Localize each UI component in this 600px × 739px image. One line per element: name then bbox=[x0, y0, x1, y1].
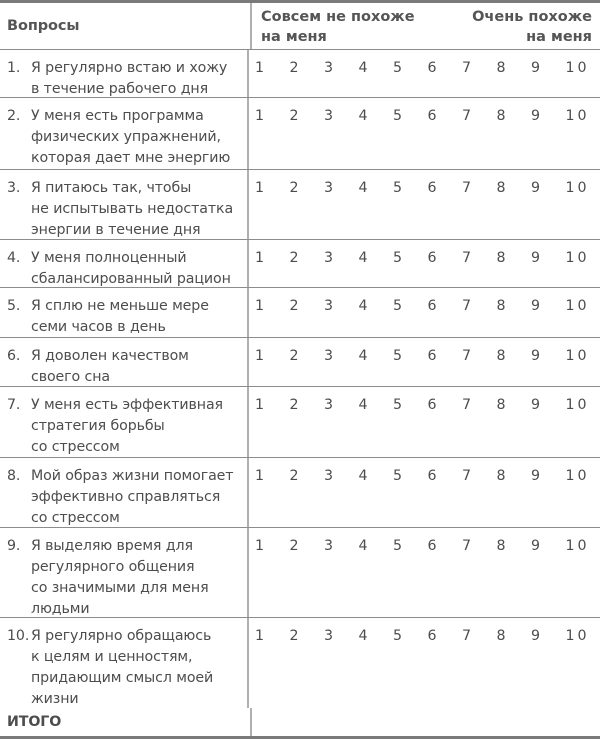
rating-option[interactable]: 3 bbox=[324, 58, 359, 97]
rating-option[interactable]: 10 bbox=[566, 106, 600, 169]
rating-option[interactable]: 3 bbox=[324, 466, 359, 527]
question-number: 8. bbox=[7, 466, 31, 527]
rating-option[interactable]: 1 bbox=[255, 626, 290, 708]
rating-option[interactable]: 2 bbox=[290, 106, 325, 169]
rating-option[interactable]: 8 bbox=[497, 395, 532, 457]
question-row bbox=[0, 387, 600, 458]
rating-option[interactable]: 9 bbox=[531, 296, 566, 337]
question-number: 7. bbox=[7, 395, 31, 457]
rating-option[interactable]: 8 bbox=[497, 178, 532, 239]
rating-option[interactable]: 7 bbox=[462, 536, 497, 617]
rating-option[interactable]: 8 bbox=[497, 106, 532, 169]
rating-option[interactable]: 1 bbox=[255, 536, 290, 617]
rating-scale bbox=[249, 528, 600, 617]
question-cell bbox=[0, 240, 249, 287]
question-rows bbox=[0, 50, 600, 708]
question-row bbox=[0, 338, 600, 387]
rating-option[interactable]: 2 bbox=[290, 466, 325, 527]
rating-option[interactable]: 7 bbox=[462, 626, 497, 708]
scale-header bbox=[252, 3, 600, 49]
rating-option[interactable]: 9 bbox=[531, 248, 566, 287]
rating-option[interactable]: 1 bbox=[255, 346, 290, 386]
question-row bbox=[0, 458, 600, 528]
question-cell bbox=[0, 288, 249, 337]
rating-option[interactable]: 7 bbox=[462, 296, 497, 337]
question-text: У меня полноценный сбалансированный рацион bbox=[31, 248, 243, 287]
rating-option[interactable]: 4 bbox=[359, 296, 394, 337]
rating-option[interactable]: 1 bbox=[255, 58, 290, 97]
rating-option[interactable]: 7 bbox=[462, 248, 497, 287]
rating-option[interactable]: 8 bbox=[497, 248, 532, 287]
rating-option[interactable]: 6 bbox=[428, 536, 463, 617]
question-cell bbox=[0, 50, 249, 97]
rating-scale bbox=[249, 387, 600, 457]
rating-option[interactable]: 4 bbox=[359, 536, 394, 617]
question-row bbox=[0, 618, 600, 708]
rating-option[interactable]: 8 bbox=[497, 466, 532, 527]
rating-option[interactable]: 7 bbox=[462, 466, 497, 527]
rating-option[interactable]: 1 bbox=[255, 178, 290, 239]
rating-option[interactable]: 3 bbox=[324, 536, 359, 617]
rating-option[interactable]: 7 bbox=[462, 178, 497, 239]
rating-option[interactable]: 10 bbox=[566, 178, 600, 239]
rating-option[interactable]: 1 bbox=[255, 106, 290, 169]
rating-scale bbox=[249, 170, 600, 239]
rating-option[interactable]: 6 bbox=[428, 248, 463, 287]
rating-option[interactable]: 9 bbox=[531, 536, 566, 617]
rating-option[interactable]: 8 bbox=[497, 536, 532, 617]
rating-option[interactable]: 2 bbox=[290, 58, 325, 97]
rating-option[interactable]: 9 bbox=[531, 626, 566, 708]
rating-option[interactable]: 4 bbox=[359, 248, 394, 287]
rating-option[interactable]: 10 bbox=[566, 346, 600, 386]
rating-option[interactable]: 5 bbox=[393, 395, 428, 457]
total-value[interactable] bbox=[252, 708, 600, 736]
question-number: 4. bbox=[7, 248, 31, 287]
rating-option[interactable]: 6 bbox=[428, 626, 463, 708]
rating-option[interactable]: 5 bbox=[393, 58, 428, 97]
rating-option[interactable]: 4 bbox=[359, 395, 394, 457]
rating-option[interactable]: 4 bbox=[359, 466, 394, 527]
rating-option[interactable]: 9 bbox=[531, 178, 566, 239]
rating-option[interactable]: 2 bbox=[290, 536, 325, 617]
rating-option[interactable]: 8 bbox=[497, 296, 532, 337]
rating-option[interactable]: 3 bbox=[324, 248, 359, 287]
rating-option[interactable]: 9 bbox=[531, 106, 566, 169]
rating-option[interactable]: 1 bbox=[255, 466, 290, 527]
rating-option[interactable]: 4 bbox=[359, 346, 394, 386]
rating-option[interactable]: 3 bbox=[324, 296, 359, 337]
rating-scale bbox=[249, 240, 600, 287]
question-cell bbox=[0, 618, 249, 708]
question-number: 3. bbox=[7, 178, 31, 239]
question-cell bbox=[0, 170, 249, 239]
rating-option[interactable]: 8 bbox=[497, 58, 532, 97]
rating-option[interactable]: 10 bbox=[566, 58, 600, 97]
question-row bbox=[0, 528, 600, 618]
rating-option[interactable]: 6 bbox=[428, 395, 463, 457]
rating-option[interactable]: 3 bbox=[324, 178, 359, 239]
question-row bbox=[0, 98, 600, 170]
rating-option[interactable]: 4 bbox=[359, 58, 394, 97]
question-text: Я регулярно встаю и хожу в течение рабочего дня bbox=[31, 58, 243, 97]
question-text: У меня есть программа физических упражнений, которая дает мне энергию bbox=[31, 106, 243, 169]
question-cell bbox=[0, 338, 249, 386]
rating-scale bbox=[249, 458, 600, 527]
question-text: Мой образ жизни помогает эффективно справляться со стрессом bbox=[31, 466, 243, 527]
rating-option[interactable]: 5 bbox=[393, 466, 428, 527]
rating-option[interactable]: 2 bbox=[290, 626, 325, 708]
total-row bbox=[0, 708, 600, 736]
rating-scale bbox=[249, 618, 600, 708]
scale-high-label: Очень похоже на меня bbox=[472, 7, 592, 47]
rating-option[interactable]: 3 bbox=[324, 395, 359, 457]
question-text: Я регулярно обращаюсь к целям и ценностям, придающим смысл моей жизни bbox=[31, 626, 243, 708]
rating-option[interactable]: 2 bbox=[290, 296, 325, 337]
question-number: 6. bbox=[7, 346, 31, 386]
rating-option[interactable]: 7 bbox=[462, 346, 497, 386]
rating-option[interactable]: 10 bbox=[566, 395, 600, 457]
rating-option[interactable]: 2 bbox=[290, 178, 325, 239]
rating-option[interactable]: 5 bbox=[393, 178, 428, 239]
rating-option[interactable]: 4 bbox=[359, 626, 394, 708]
rating-scale bbox=[249, 50, 600, 97]
rating-option[interactable]: 7 bbox=[462, 395, 497, 457]
question-number: 9. bbox=[7, 536, 31, 617]
rating-option[interactable]: 4 bbox=[359, 106, 394, 169]
rating-option[interactable]: 9 bbox=[531, 466, 566, 527]
rating-option[interactable]: 10 bbox=[566, 296, 600, 337]
rating-option[interactable]: 5 bbox=[393, 536, 428, 617]
question-cell bbox=[0, 458, 249, 527]
rating-option[interactable]: 5 bbox=[393, 248, 428, 287]
question-row bbox=[0, 50, 600, 98]
rating-scale bbox=[249, 338, 600, 386]
rating-option[interactable]: 6 bbox=[428, 106, 463, 169]
rating-option[interactable]: 9 bbox=[531, 58, 566, 97]
rating-option[interactable]: 6 bbox=[428, 466, 463, 527]
rating-option[interactable]: 5 bbox=[393, 106, 428, 169]
rating-option[interactable]: 3 bbox=[324, 346, 359, 386]
rating-option[interactable]: 9 bbox=[531, 395, 566, 457]
questions-header: Вопросы bbox=[0, 3, 252, 49]
question-text: Я выделяю время для регулярного общения со значимыми для меня людьми bbox=[31, 536, 243, 617]
rating-scale bbox=[249, 288, 600, 337]
question-row bbox=[0, 170, 600, 240]
rating-option[interactable]: 4 bbox=[359, 178, 394, 239]
rating-option[interactable]: 1 bbox=[255, 395, 290, 457]
rating-option[interactable]: 8 bbox=[497, 346, 532, 386]
rating-option[interactable]: 5 bbox=[393, 346, 428, 386]
question-text: Я доволен качеством своего сна bbox=[31, 346, 243, 386]
total-label: ИТОГО bbox=[0, 708, 252, 736]
rating-option[interactable]: 9 bbox=[531, 346, 566, 386]
rating-option[interactable]: 2 bbox=[290, 346, 325, 386]
rating-option[interactable]: 6 bbox=[428, 58, 463, 97]
question-number: 2. bbox=[7, 106, 31, 169]
rating-option[interactable]: 6 bbox=[428, 346, 463, 386]
rating-option[interactable]: 1 bbox=[255, 248, 290, 287]
table-header bbox=[0, 3, 600, 50]
question-text: У меня есть эффективная стратегия борьбы со стрессом bbox=[31, 395, 243, 457]
question-cell bbox=[0, 98, 249, 169]
rating-option[interactable]: 10 bbox=[566, 536, 600, 617]
rating-option[interactable]: 6 bbox=[428, 178, 463, 239]
rating-option[interactable]: 10 bbox=[566, 248, 600, 287]
rating-option[interactable]: 5 bbox=[393, 626, 428, 708]
question-text: Я питаюсь так, чтобы не испытывать недостатка энергии в течение дня bbox=[31, 178, 243, 239]
rating-scale bbox=[249, 98, 600, 169]
question-cell bbox=[0, 387, 249, 457]
rating-option[interactable]: 3 bbox=[324, 106, 359, 169]
question-number: 5. bbox=[7, 296, 31, 337]
rating-option[interactable]: 5 bbox=[393, 296, 428, 337]
rating-option[interactable]: 7 bbox=[462, 58, 497, 97]
rating-option[interactable]: 10 bbox=[566, 626, 600, 708]
rating-option[interactable]: 7 bbox=[462, 106, 497, 169]
question-text: Я сплю не меньше мере семи часов в день bbox=[31, 296, 243, 337]
question-number: 1. bbox=[7, 58, 31, 97]
question-row bbox=[0, 288, 600, 338]
scale-low-label: Совсем не похоже на меня bbox=[261, 7, 415, 47]
rating-option[interactable]: 6 bbox=[428, 296, 463, 337]
rating-option[interactable]: 8 bbox=[497, 626, 532, 708]
rating-option[interactable]: 10 bbox=[566, 466, 600, 527]
question-cell bbox=[0, 528, 249, 617]
rating-option[interactable]: 2 bbox=[290, 248, 325, 287]
rating-option[interactable]: 3 bbox=[324, 626, 359, 708]
rating-option[interactable]: 2 bbox=[290, 395, 325, 457]
question-row bbox=[0, 240, 600, 288]
question-number: 10. bbox=[7, 626, 31, 708]
rating-option[interactable]: 1 bbox=[255, 296, 290, 337]
